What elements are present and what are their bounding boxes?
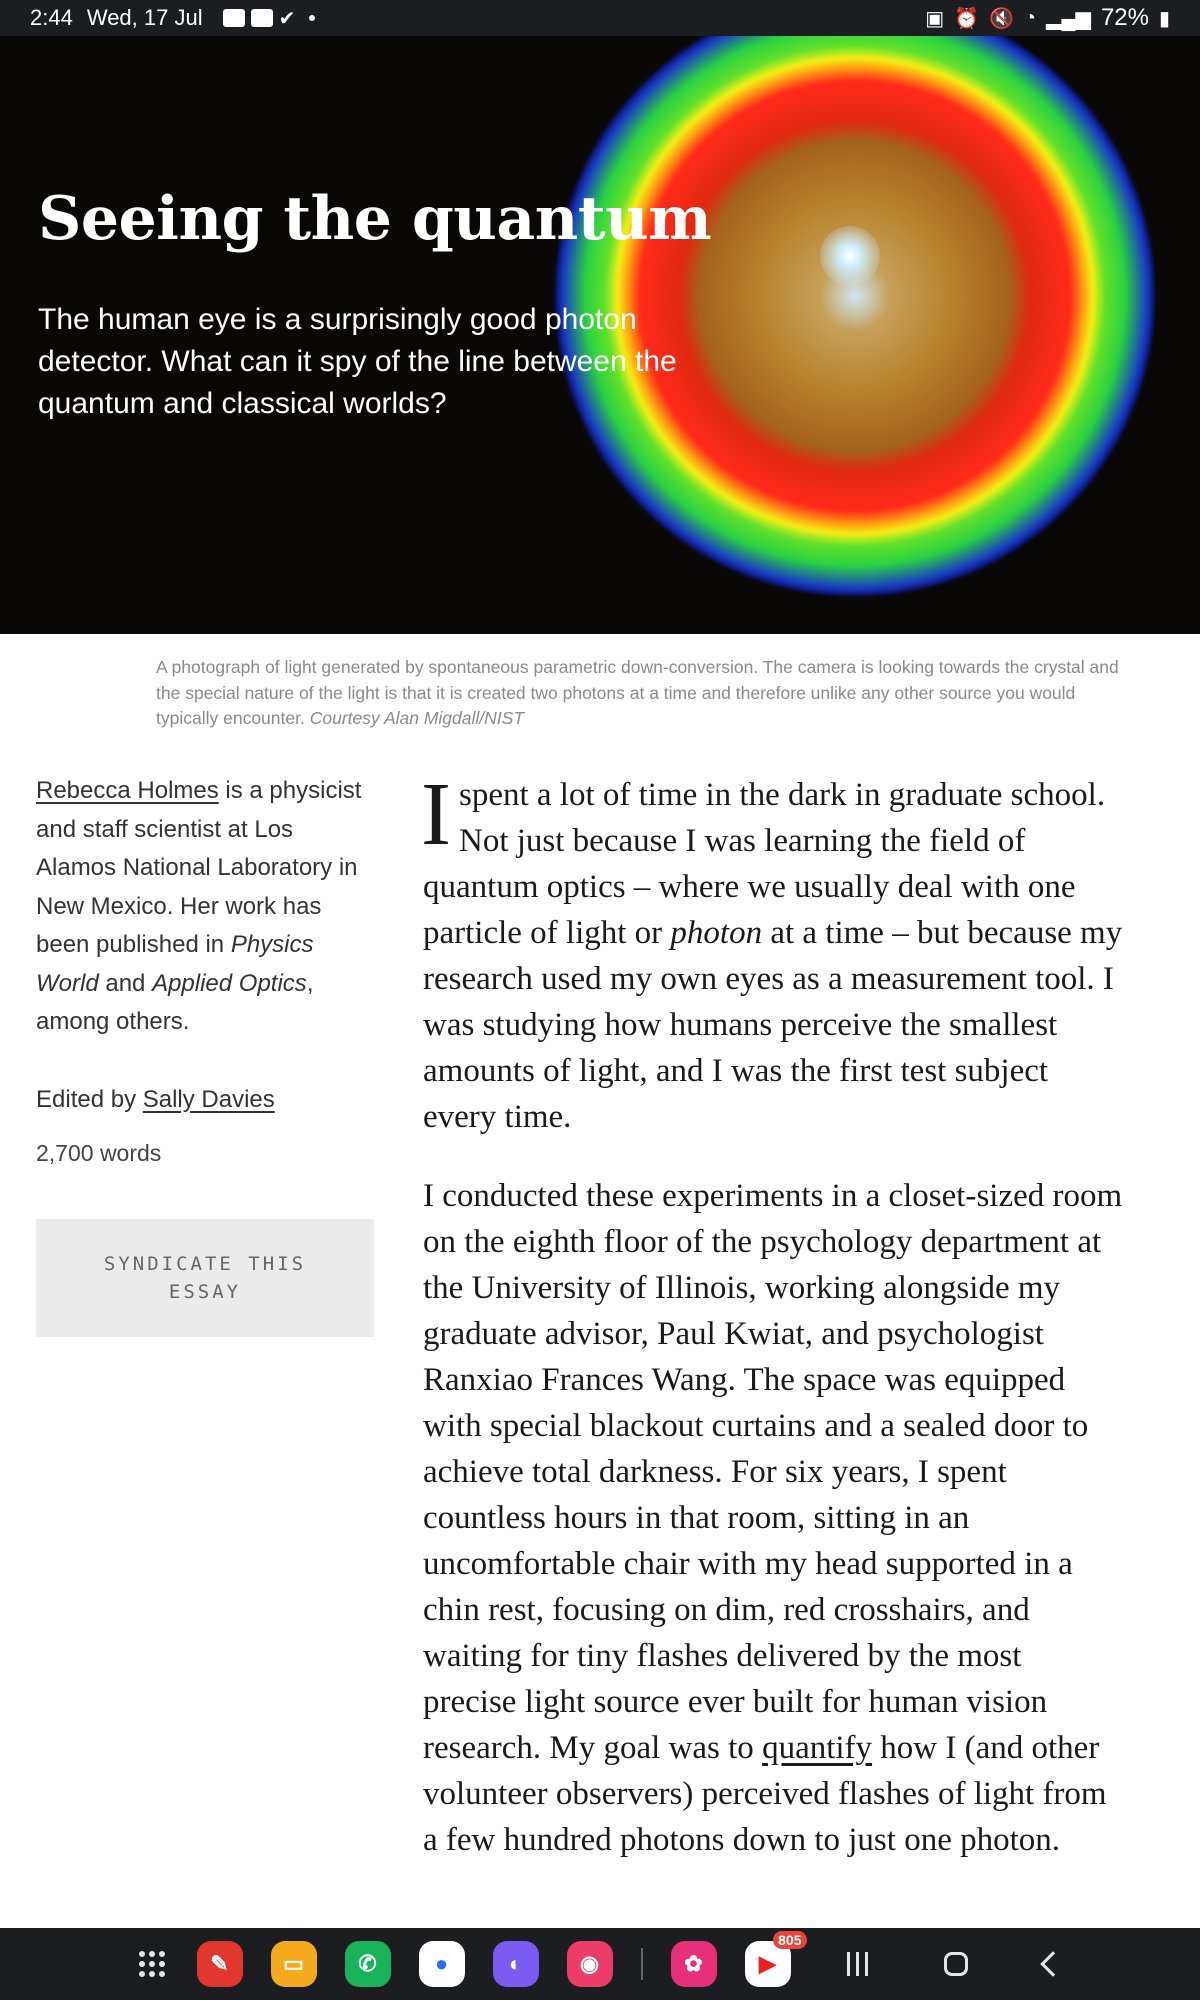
gallery-app-icon[interactable]: ✿ bbox=[671, 1941, 717, 1987]
p1-text-a: spent a lot of time in the dark in graduate school. Not just because I was learning the field of quantum optics – where we usually deal with one particle of light or bbox=[423, 777, 1106, 951]
more-notifications-icon bbox=[309, 15, 315, 21]
p2-text-a: I conducted these experiments in a closet-sized room on the eighth floor of the psychology department at the University of Illinois, working alongside my graduate advisor, Paul Kwiat, and psychologist Ranxiao Frances Wang. The space was equipped with special blackout curtains and a sealed door to achieve total darkness. For six years, I spent countless hours in that room, sitting in an uncomfortable chair with my head supported in a chin rest, focusing on dim, red crosshairs, and waiting for tiny flashes delivered by the most precise light source ever built for human vision research. My goal was to bbox=[423, 1178, 1123, 1766]
drop-cap: I bbox=[421, 765, 451, 864]
home-button[interactable] bbox=[944, 1952, 968, 1976]
phone-app-icon[interactable]: ✆ bbox=[345, 1941, 391, 1987]
p1-emphasis: photon bbox=[670, 915, 763, 951]
bio-and: and bbox=[98, 969, 153, 997]
battery-saver-icon: ▣ bbox=[925, 7, 945, 30]
alarm-icon: ⏰ bbox=[954, 7, 979, 30]
dock-separator bbox=[641, 1948, 643, 1980]
files-app-icon[interactable]: ▭ bbox=[271, 1941, 317, 1987]
caption-text: A photograph of light generated by spontaneous parametric down-conversion. The camera is looking towards the crystal and the special nature of the light is that it is created two photons at a time and therefore unlike any other source you would typically encounter. bbox=[156, 657, 1119, 728]
signal-icon: ▂▄▆ bbox=[1046, 7, 1091, 30]
quantify-link[interactable]: quantify bbox=[762, 1730, 873, 1766]
wifi-icon: ◔ bbox=[1023, 6, 1036, 29]
article-title: Seeing the quantum bbox=[38, 184, 712, 254]
article-body bbox=[421, 765, 1123, 1896]
syndicate-button[interactable]: SYNDICATE THIS ESSAY bbox=[36, 1219, 374, 1337]
publication-1: Physics World bbox=[36, 931, 314, 997]
youtube-notification-icon bbox=[251, 9, 273, 27]
article-sidebar bbox=[36, 772, 374, 1337]
paragraph-2 bbox=[423, 1173, 1123, 1863]
gallery-notification-icon bbox=[223, 9, 245, 27]
paragraph-1 bbox=[421, 765, 1123, 1140]
mute-icon: 🔇 bbox=[989, 7, 1014, 30]
caption-credit: Courtesy Alan Migdall/NIST bbox=[309, 708, 525, 728]
battery-percentage: 72% bbox=[1100, 4, 1149, 31]
app-drawer-icon[interactable] bbox=[139, 1951, 165, 1977]
messages-app-icon[interactable]: ● bbox=[419, 1941, 465, 1987]
app-dock bbox=[139, 1932, 802, 1987]
photo-center-glow bbox=[820, 226, 880, 286]
image-caption bbox=[156, 655, 1136, 732]
notes-app-icon[interactable]: ✎ bbox=[197, 1941, 243, 1987]
status-time: 2:44 bbox=[30, 5, 73, 30]
bio-text: is a physicist and staff scientist at Los Alamos National Laboratory in New Mexico. Her work has been published in bbox=[36, 777, 362, 958]
status-date: Wed, 17 Jul bbox=[86, 5, 203, 30]
navigation-bar bbox=[0, 1928, 1200, 2000]
p2-text-b: how I (and other volunteer observers) perceived flashes of light from a few hundred photons down to just one photon. bbox=[423, 1730, 1107, 1858]
check-notification-icon: ✔ bbox=[278, 7, 296, 30]
article-dek: The human eye is a surprisingly good photon detector. What can it spy of the line between the quantum and classical worlds? bbox=[38, 303, 677, 420]
p1-text-b: at a time – but because my research used my own eyes as a measurement tool. I was studying how humans perceive the smallest amounts of light, and I was the first test subject every time. bbox=[423, 915, 1123, 1135]
recent-apps-button[interactable] bbox=[847, 1952, 868, 1976]
youtube-app-icon[interactable]: ▶ 805 bbox=[745, 1941, 791, 1987]
edited-prefix: Edited by bbox=[36, 1085, 143, 1113]
editor-link[interactable]: Sally Davies bbox=[142, 1085, 275, 1113]
back-button[interactable] bbox=[1040, 1951, 1065, 1976]
system-navigation bbox=[847, 1952, 1062, 1976]
publication-2: Applied Optics bbox=[152, 969, 307, 997]
status-bar bbox=[0, 0, 1200, 36]
hero-image bbox=[0, 36, 1200, 634]
battery-icon: ▮ bbox=[1158, 7, 1170, 30]
youtube-badge: 805 bbox=[773, 1931, 806, 1949]
bio-end: , among others. bbox=[36, 969, 314, 1035]
author-link[interactable]: Rebecca Holmes bbox=[36, 777, 219, 804]
word-count: 2,700 words bbox=[36, 1139, 162, 1166]
camera-app-icon[interactable]: ◉ bbox=[567, 1941, 613, 1987]
internet-app-icon[interactable]: ◐ bbox=[493, 1941, 539, 1987]
author-bio bbox=[36, 772, 374, 1042]
edited-by bbox=[36, 1086, 374, 1114]
